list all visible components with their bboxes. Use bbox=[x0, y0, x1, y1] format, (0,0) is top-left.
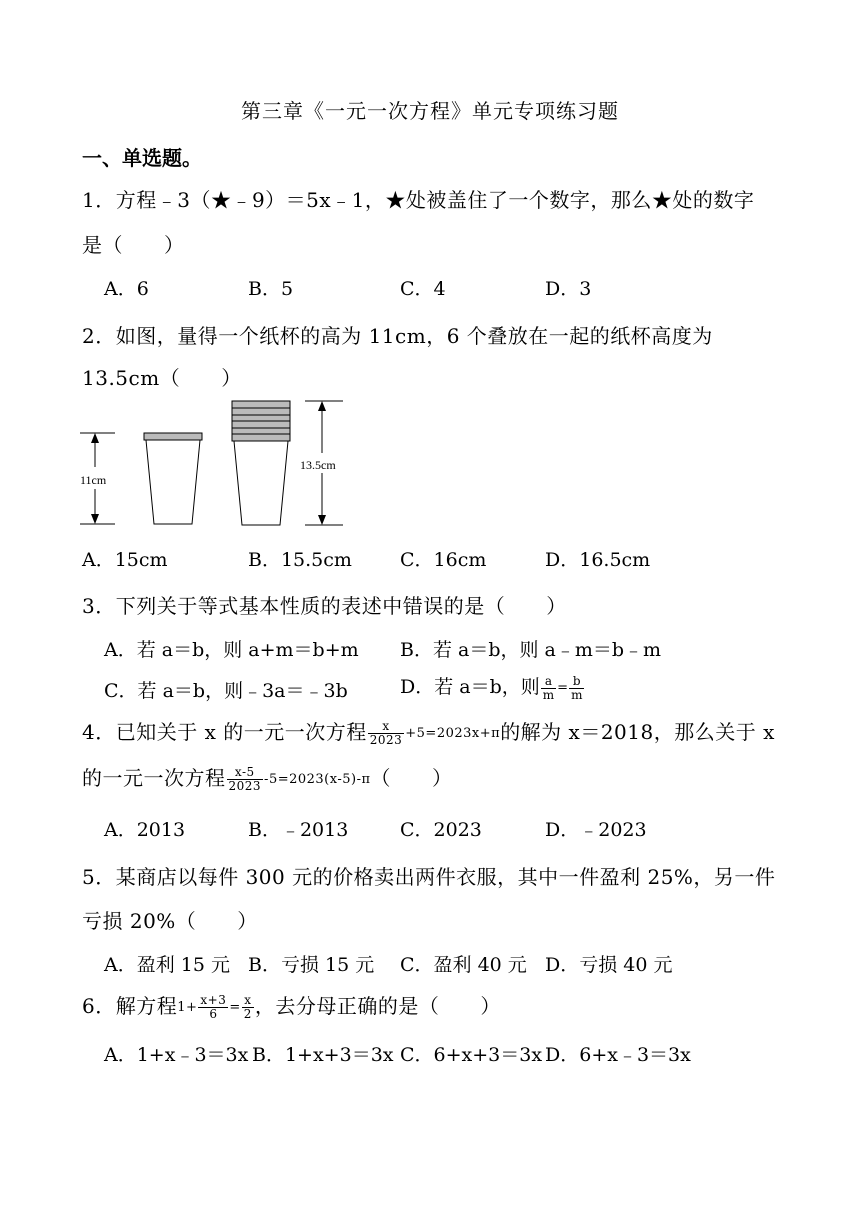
fraction-b-over-m: $\frac{b}{m}$ bbox=[571, 673, 583, 702]
q4-option-a[interactable]: A．2013 bbox=[104, 819, 186, 841]
stack-height-label: 13.5cm bbox=[300, 458, 336, 472]
q2-option-c[interactable]: C．16cm bbox=[400, 549, 487, 571]
q5-stem-line1: 5．某商店以每件 300 元的价格卖出两件衣服，其中一件盈利 25%，另一件 bbox=[82, 865, 776, 889]
q2-stem-line1: 2．如图，量得一个纸杯的高为 11cm，6 个叠放在一起的纸杯高度为 bbox=[82, 324, 713, 348]
q1-option-b[interactable]: B．5 bbox=[248, 278, 294, 300]
fraction-x-over-2023: $\frac{x}{2023}$ bbox=[369, 719, 403, 747]
q1-option-d[interactable]: D．3 bbox=[545, 278, 592, 300]
q3-option-b[interactable]: B．若 a＝b，则 a﹣m＝b﹣m bbox=[400, 639, 662, 661]
equation-rest: -5=2023(x-5)-π bbox=[264, 772, 371, 787]
q1-stem-line1: 1．方程﹣3（★﹣9）＝5x﹣1，★处被盖住了一个数字，那么★处的数字 bbox=[82, 188, 755, 212]
q4-stem-line2: 的一元一次方程 $\frac{x-5}{2023}$ -5=2023(x-5)-π（ ） bbox=[82, 765, 453, 793]
q4-stem-line1: 4．已知关于 x 的一元一次方程 $\frac{x}{2023}$ +5=2023x+π的解为 x＝2018，那么关于 x bbox=[82, 719, 775, 747]
q5-option-c[interactable]: C．盈利 40 元 bbox=[400, 954, 527, 976]
q1-stem-line2: 是（ ） bbox=[82, 233, 185, 257]
q3-option-d[interactable]: D．若 a＝b，则 $\frac{a}{m}$ = $\frac{b}{m}$ bbox=[400, 673, 583, 702]
q4-option-d[interactable]: D．﹣2023 bbox=[545, 819, 647, 841]
q3-stem: 3．下列关于等式基本性质的表述中错误的是（ ） bbox=[82, 594, 567, 618]
section-heading: 一、单选题。 bbox=[82, 146, 202, 170]
q3-option-c[interactable]: C．若 a＝b，则﹣3a＝﹣3b bbox=[104, 680, 348, 702]
fraction-x-plus-3-over-6: $\frac{x+3}{6}$ bbox=[200, 993, 227, 1021]
q2-option-b[interactable]: B．15.5cm bbox=[248, 549, 352, 571]
cup-height-label: 11cm bbox=[80, 473, 107, 487]
fraction-a-over-m: $\frac{a}{m}$ bbox=[542, 673, 555, 702]
equation-rest: +5=2023x+π bbox=[405, 726, 501, 741]
cups-figure bbox=[75, 395, 375, 535]
q3-option-a[interactable]: A．若 a＝b，则 a+m＝b+m bbox=[104, 639, 359, 661]
q4-option-b[interactable]: B．﹣2013 bbox=[248, 819, 349, 841]
q5-option-b[interactable]: B．亏损 15 元 bbox=[248, 954, 375, 976]
q4-option-c[interactable]: C．2023 bbox=[400, 819, 482, 841]
q2-stem-line2: 13.5cm（ ） bbox=[82, 366, 242, 390]
q6-option-a[interactable]: A．1+x﹣3＝3x bbox=[104, 1044, 249, 1066]
q3-option-d-text: D．若 a＝b，则 bbox=[400, 676, 540, 698]
q6-option-d[interactable]: D．6+x﹣3＝3x bbox=[545, 1044, 691, 1066]
q6-option-c[interactable]: C．6+x+3＝3x bbox=[400, 1044, 543, 1066]
q6-stem: 6．解方程1+ $\frac{x+3}{6}$ = $\frac{x}{2}$ ，去分母正确的是（ ） bbox=[82, 993, 501, 1021]
q5-option-d[interactable]: D．亏损 40 元 bbox=[545, 954, 673, 976]
page-title: 第三章《一元一次方程》单元专项练习题 bbox=[241, 99, 619, 123]
q1-option-c[interactable]: C．4 bbox=[400, 278, 446, 300]
q5-stem-line2: 亏损 20%（ ） bbox=[82, 909, 258, 933]
fraction-x-minus-5-over-2023: $\frac{x-5}{2023}$ bbox=[228, 765, 262, 793]
q2-option-a[interactable]: A．15cm bbox=[82, 549, 168, 571]
q2-option-d[interactable]: D．16.5cm bbox=[545, 549, 651, 571]
q6-option-b[interactable]: B．1+x+3＝3x bbox=[252, 1044, 394, 1066]
fraction-x-over-2: $\frac{x}{2}$ bbox=[243, 993, 252, 1021]
q5-option-a[interactable]: A．盈利 15 元 bbox=[104, 954, 230, 976]
q1-option-a[interactable]: A．6 bbox=[104, 278, 149, 300]
